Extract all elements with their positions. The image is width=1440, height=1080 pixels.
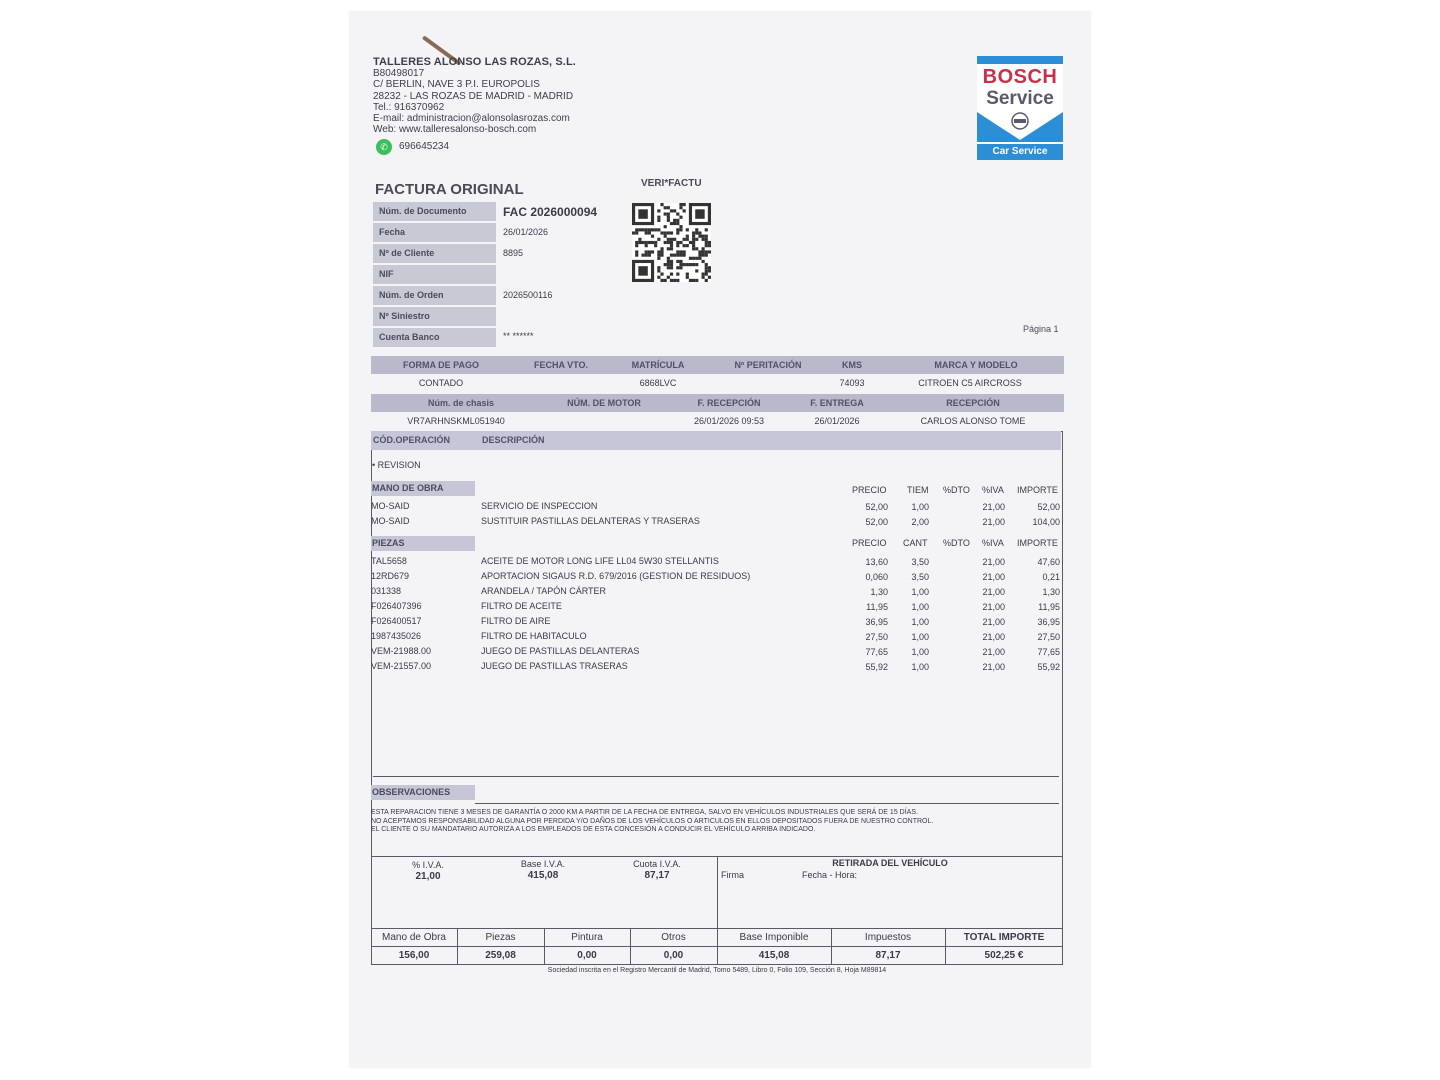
registry-footer: Sociedad inscrita en el Registro Mercantil de Madrid, Tomo 5489, Libro 0, Folio 109, Sección 8, Hoja M89814 bbox=[547, 967, 887, 974]
row-importe: 55,92 bbox=[1037, 662, 1060, 672]
labor-col-importe: IMPORTE bbox=[1017, 485, 1058, 495]
total-value: 156,00 bbox=[398, 950, 430, 961]
field-label-nif: NIF bbox=[373, 265, 496, 284]
value-recepcion: CARLOS ALONSO TOME bbox=[920, 416, 1026, 426]
header-chasis: Núm. de chasis bbox=[427, 398, 495, 408]
row-precio: 1,30 bbox=[870, 587, 888, 597]
header-recepcion-fecha: F. RECEPCIÓN bbox=[697, 398, 761, 408]
row-iva: 21,00 bbox=[982, 587, 1005, 597]
whatsapp-number: 696645234 bbox=[399, 141, 450, 152]
row-precio: 36,95 bbox=[865, 617, 888, 627]
labor-col-dto: %DTO bbox=[943, 485, 970, 495]
total-label: TOTAL IMPORTE bbox=[963, 932, 1045, 943]
field-value-documento: FAC 2026000094 bbox=[503, 205, 598, 219]
total-label: Mano de Obra bbox=[382, 932, 446, 943]
row-importe: 0,21 bbox=[1042, 572, 1060, 582]
row-cantidad: 3,50 bbox=[911, 557, 929, 567]
qr-code-icon bbox=[632, 203, 711, 282]
field-label-orden: Núm. de Orden bbox=[373, 286, 496, 305]
value-kms: 74093 bbox=[839, 378, 865, 388]
row-description: APORTACION SIGAUS R.D. 679/2016 (GESTION DE RESIDUOS) bbox=[481, 571, 751, 581]
row-iva: 21,00 bbox=[982, 572, 1005, 582]
row-description: JUEGO DE PASTILLAS DELANTERAS bbox=[481, 646, 640, 656]
iva-cuota-label: Cuota I.V.A. bbox=[633, 859, 681, 869]
divider bbox=[717, 856, 718, 928]
row-importe: 52,00 bbox=[1037, 502, 1060, 512]
row-code: F026400517 bbox=[371, 616, 422, 626]
company-cif: B80498017 bbox=[373, 68, 425, 80]
row-code: TAL5658 bbox=[371, 556, 407, 566]
row-precio: 52,00 bbox=[865, 517, 888, 527]
header-motor: NÚM. DE MOTOR bbox=[567, 398, 641, 408]
row-cantidad: 1,00 bbox=[911, 502, 929, 512]
parts-col-cant: CANT bbox=[903, 538, 928, 548]
total-label: Base Imponible bbox=[739, 932, 809, 943]
row-iva: 21,00 bbox=[982, 647, 1005, 657]
row-iva: 21,00 bbox=[982, 602, 1005, 612]
row-code: 1987435026 bbox=[371, 631, 422, 641]
col-descripcion: DESCRIPCIÓN bbox=[482, 435, 545, 445]
row-importe: 11,95 bbox=[1038, 602, 1060, 612]
field-label-siniestro: Nº Siniestro bbox=[373, 307, 496, 326]
total-label: Pintura bbox=[571, 932, 603, 943]
row-cantidad: 1,00 bbox=[911, 617, 929, 627]
row-description: FILTRO DE ACEITE bbox=[481, 601, 562, 611]
document-title: FACTURA ORIGINAL bbox=[375, 181, 524, 198]
divider bbox=[457, 928, 458, 964]
divider bbox=[945, 928, 946, 964]
parts-section-title: PIEZAS bbox=[371, 536, 475, 551]
row-importe: 1,30 bbox=[1042, 587, 1060, 597]
row-description: SUSTITUIR PASTILLAS DELANTERAS Y TRASERAS bbox=[481, 516, 700, 526]
header-forma-pago: FORMA DE PAGO bbox=[403, 360, 479, 370]
page-number: Página 1 bbox=[1023, 324, 1059, 334]
total-label: Impuestos bbox=[864, 932, 912, 943]
field-label-documento: Núm. de Documento bbox=[373, 202, 496, 221]
iva-cuota-value: 87,17 bbox=[644, 870, 670, 881]
row-code: 12RD679 bbox=[371, 571, 410, 581]
row-cantidad: 1,00 bbox=[911, 632, 929, 642]
row-importe: 47,60 bbox=[1037, 557, 1060, 567]
company-phone: Tel.: 916370962 bbox=[373, 101, 445, 113]
divider bbox=[544, 928, 545, 964]
row-description: FILTRO DE HABITACULO bbox=[481, 631, 587, 641]
row-code: 031338 bbox=[371, 586, 402, 596]
row-cantidad: 1,00 bbox=[911, 602, 929, 612]
iva-pct-label: % I.V.A. bbox=[412, 860, 444, 870]
row-precio: 55,92 bbox=[865, 662, 888, 672]
row-importe: 77,65 bbox=[1037, 647, 1060, 657]
row-code: MO-SAID bbox=[371, 516, 410, 526]
row-cantidad: 2,00 bbox=[911, 517, 929, 527]
field-label-cuenta: Cuenta Banco bbox=[373, 328, 496, 347]
value-chasis: VR7ARHNSKML051940 bbox=[407, 416, 505, 426]
row-precio: 11,95 bbox=[866, 602, 888, 612]
row-code: VEM-21988.00 bbox=[371, 646, 432, 656]
row-description: FILTRO DE AIRE bbox=[481, 616, 551, 626]
row-description: ARANDELA / TAPÓN CÁRTER bbox=[481, 586, 607, 596]
bosch-service-logo: BOSCH Service Car Service bbox=[977, 56, 1063, 160]
value-marca-modelo: CITROEN C5 AIRCROSS bbox=[918, 378, 1022, 388]
observaciones-title: OBSERVACIONES bbox=[371, 785, 475, 800]
company-web: Web: www.talleresalonso-bosch.com bbox=[373, 124, 537, 136]
row-description: SERVICIO DE INSPECCION bbox=[481, 501, 598, 511]
retirada-fecha-hora: Fecha - Hora: bbox=[802, 870, 858, 880]
divider bbox=[831, 928, 832, 964]
iva-pct-value: 21,00 bbox=[415, 871, 441, 882]
row-code: VEM-21557.00 bbox=[371, 661, 432, 671]
value-entrega: 26/01/2026 bbox=[814, 416, 860, 426]
row-importe: 27,50 bbox=[1037, 632, 1060, 642]
header-entrega: F. ENTREGA bbox=[810, 398, 864, 408]
company-name: TALLERES ALONSO LAS ROZAS, S.L. bbox=[373, 56, 576, 68]
bosch-chevron-icon bbox=[977, 112, 1063, 142]
observaciones-text: ESTA REPARACION TIENE 3 MESES DE GARANTÍA O 2000 KM A PARTIR DE LA FECHA DE ENTREGA, SALVO EN VEHÍCULOS INDUSTRIALES QUE SERÁ DE 15 DÍAS. NO ACEPTAMOS RESPONSABILIDAD ALGUNA POR PERDIDA Y/O DAÑOS DE LOS VEHÍCULOS O ARTICULOS EN ELLOS DEPOSITADOS FUERA DE NUESTRO CONTROL. EL CLIENTE O SU MANDATARIO AUTORIZA A LOS EMPLEADOS DE ESTA CONCESIÓN A CONDUCIR EL VEHÍCULO ARRIBA INDICADO. bbox=[371, 809, 934, 834]
vehicle-header-row-1 bbox=[371, 356, 1064, 374]
parts-col-dto: %DTO bbox=[943, 538, 970, 548]
total-value: 259,08 bbox=[485, 950, 516, 961]
vehicle-values-row-1 bbox=[371, 375, 1064, 391]
labor-col-tiem: TIEM bbox=[907, 485, 929, 495]
vehicle-header-row-2 bbox=[371, 394, 1064, 412]
company-email: E-mail: administracion@alonsolasrozas.com bbox=[373, 113, 570, 125]
header-fecha-vto: FECHA VTO. bbox=[533, 360, 588, 370]
header-matricula: MATRÍCULA bbox=[631, 360, 685, 370]
row-importe: 36,95 bbox=[1037, 617, 1060, 627]
divider bbox=[717, 928, 718, 964]
header-kms: KMS bbox=[842, 360, 862, 370]
verifactu-label: VERI*FACTU bbox=[641, 178, 702, 189]
total-value: 87,17 bbox=[875, 950, 901, 961]
row-iva: 21,00 bbox=[982, 502, 1005, 512]
whatsapp-icon: ✆ bbox=[376, 139, 392, 155]
vehicle-values-row-2 bbox=[371, 413, 1064, 429]
row-description: ACEITE DE MOTOR LONG LIFE LL04 5W30 STELLANTIS bbox=[481, 556, 719, 566]
labor-section-title: MANO DE OBRA bbox=[371, 481, 475, 496]
row-precio: 52,00 bbox=[865, 502, 888, 512]
row-iva: 21,00 bbox=[982, 617, 1005, 627]
value-matricula: 6868LVC bbox=[639, 378, 677, 388]
header-peritacion: Nº PERITACIÓN bbox=[734, 360, 802, 370]
total-value: 0,00 bbox=[577, 950, 597, 961]
labor-col-iva: %IVA bbox=[982, 485, 1004, 495]
field-label-fecha: Fecha bbox=[373, 223, 496, 242]
total-value: 415,08 bbox=[758, 950, 790, 961]
row-cantidad: 3,50 bbox=[911, 572, 929, 582]
divider bbox=[475, 803, 1059, 804]
parts-col-iva: %IVA bbox=[982, 538, 1004, 548]
value-recepcion-fecha: 26/01/2026 09:53 bbox=[693, 416, 765, 426]
iva-base-label: Base I.V.A. bbox=[520, 859, 566, 869]
operations-header bbox=[371, 431, 1061, 450]
row-description: JUEGO DE PASTILLAS TRASERAS bbox=[481, 661, 628, 671]
row-cantidad: 1,00 bbox=[911, 587, 929, 597]
col-codigo: CÓD.OPERACIÓN bbox=[373, 435, 451, 445]
row-code: F026407396 bbox=[371, 601, 422, 611]
parts-col-precio: PRECIO bbox=[852, 538, 887, 548]
parts-col-importe: IMPORTE bbox=[1017, 538, 1058, 548]
field-value-cuenta: ** ****** bbox=[503, 331, 534, 341]
retirada-firma: Firma bbox=[721, 870, 744, 880]
iva-base-value: 415,08 bbox=[527, 870, 559, 881]
row-iva: 21,00 bbox=[982, 517, 1005, 527]
group-revision: • REVISION bbox=[372, 460, 421, 470]
value-forma-pago: CONTADO bbox=[418, 378, 464, 388]
row-cantidad: 1,00 bbox=[911, 662, 929, 672]
row-cantidad: 1,00 bbox=[911, 647, 929, 657]
labor-col-precio: PRECIO bbox=[852, 485, 887, 495]
row-precio: 13,60 bbox=[865, 557, 888, 567]
company-info bbox=[373, 57, 576, 135]
field-label-cliente: Nº de Cliente bbox=[373, 244, 496, 263]
row-code: MO-SAID bbox=[371, 501, 410, 511]
field-value-cliente: 8895 bbox=[503, 248, 524, 258]
divider bbox=[373, 776, 1059, 777]
divider bbox=[630, 928, 631, 964]
row-precio: 0,060 bbox=[865, 572, 888, 582]
company-address-1: C/ BERLIN, NAVE 3 P.I. EUROPOLIS bbox=[373, 79, 540, 91]
total-value: 502,25 € bbox=[984, 950, 1024, 961]
row-importe: 104,00 bbox=[1032, 517, 1060, 527]
header-marca-modelo: MARCA Y MODELO bbox=[934, 360, 1018, 370]
total-value: 0,00 bbox=[663, 950, 684, 961]
field-value-fecha: 26/01/2026 bbox=[503, 227, 549, 237]
total-label: Piezas bbox=[485, 932, 516, 943]
header-recepcion: RECEPCIÓN bbox=[946, 398, 1000, 408]
field-value-orden: 2026500116 bbox=[503, 290, 553, 300]
row-precio: 77,65 bbox=[865, 647, 888, 657]
row-precio: 27,50 bbox=[865, 632, 888, 642]
company-address-2: 28232 - LAS ROZAS DE MADRID - MADRID bbox=[373, 90, 574, 102]
row-iva: 21,00 bbox=[982, 632, 1005, 642]
retirada-title: RETIRADA DEL VEHÍCULO bbox=[832, 858, 948, 868]
row-iva: 21,00 bbox=[982, 662, 1005, 672]
total-label: Otros bbox=[661, 932, 686, 943]
row-iva: 21,00 bbox=[982, 557, 1005, 567]
